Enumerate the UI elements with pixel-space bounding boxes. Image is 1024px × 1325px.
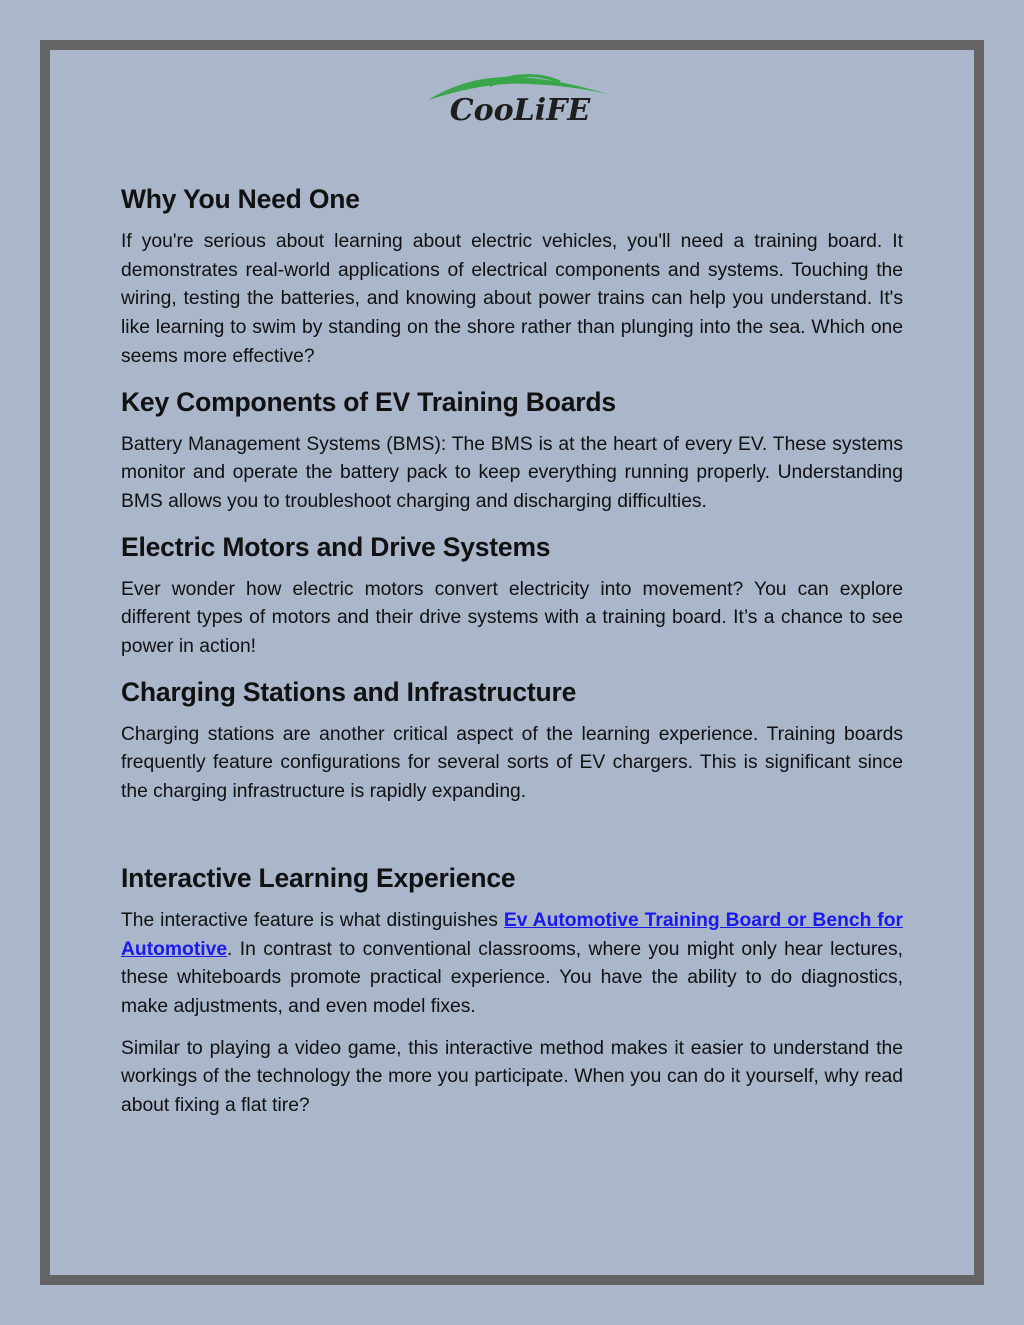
interactive-intro-text: The interactive feature is what distinguishes xyxy=(121,909,504,931)
paragraph-why-you-need-one: If you're serious about learning about electric vehicles, you'll need a training board. It demonstrates real-world applications of electrical components and systems. Touching the wiring, testing the batteries, and knowing about power trains can help you understand. It's like learning to swim by standing on the shore rather than plunging into the sea. Which one seems more effective? xyxy=(121,231,903,367)
heading-why-you-need-one: Why You Need One xyxy=(121,184,360,214)
paragraph-interactive-feature xyxy=(121,907,903,1022)
heading-interactive-learning: Interactive Learning Experience xyxy=(121,862,516,893)
interactive-after-link-text: . In contrast to conventional classrooms, where you might only hear lectures, these whiteboards promote practical experience. You have the ability to do diagnostics, make adjustments, and even model fixes. xyxy=(121,938,903,1017)
article-body xyxy=(121,182,903,1121)
heading-electric-motors: Electric Motors and Drive Systems xyxy=(121,531,551,562)
car-swoosh-icon xyxy=(420,70,620,124)
paragraph-bms: Battery Management Systems (BMS): The BMS is at the heart of every EV. These systems monitor and operate the battery pack to keep everything running properly. Understanding BMS allows you to troubleshoot charging and discharging difficulties. xyxy=(121,433,903,512)
paragraph-video-game: Similar to playing a video game, this interactive method makes it easier to understand the workings of the technology the more you participate. When you can do it yourself, why read about fixing a flat tire? xyxy=(121,1037,903,1117)
coolife-logo[interactable] xyxy=(420,70,620,124)
ev-training-board-link[interactable]: Ev Automotive Training Board or Bench for Automotive xyxy=(121,909,903,960)
page-frame xyxy=(40,40,984,1285)
paragraph-charging-stations: Charging stations are another critical aspect of the learning experience. Training boards frequently feature configurations for several sorts of EV chargers. This is significant since the charging infrastructure is rapidly expanding. xyxy=(121,723,903,803)
heading-key-components: Key Components of EV Training Boards xyxy=(121,386,616,417)
heading-charging-stations: Charging Stations and Infrastructure xyxy=(121,676,577,707)
paragraph-electric-motors: Ever wonder how electric motors convert electricity into movement? You can explore different types of motors and their drive systems with a training board. It’s a chance to see power in action! xyxy=(121,578,903,658)
logo-wordmark: CooLiFE xyxy=(449,93,591,124)
